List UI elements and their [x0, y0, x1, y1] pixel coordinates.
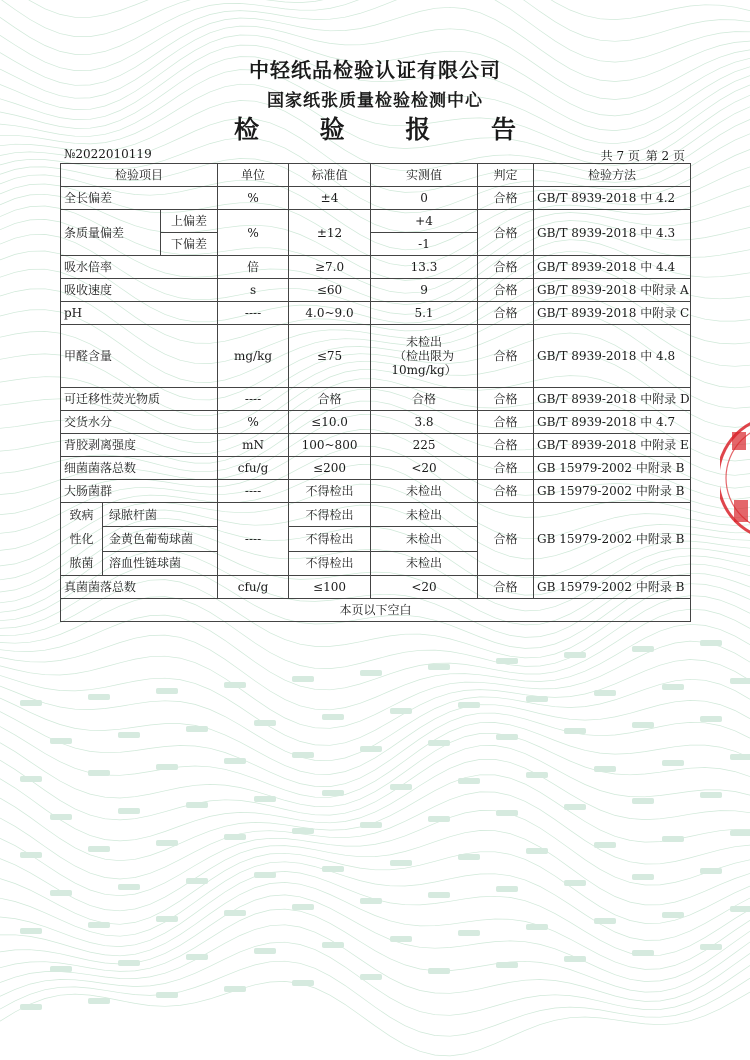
issuer-center-name: 国家纸张质量检验检测中心 — [267, 91, 483, 111]
item-name: pH — [61, 302, 218, 325]
item-name: 吸收速度 — [61, 279, 218, 302]
item-name: 条质量偏差 — [61, 210, 161, 256]
unit-cell: cfu/g — [218, 457, 289, 480]
standard-cell: 4.0~9.0 — [289, 302, 371, 325]
standard-cell: 不得检出 — [289, 503, 371, 527]
method-cell: GB/T 8939-2018 中 4.7 — [534, 411, 691, 434]
unit-cell: s — [218, 279, 289, 302]
method-cell: GB 15979-2002 中附录 B — [534, 480, 691, 503]
standard-cell: 不得检出 — [289, 527, 371, 551]
item-name: 可迁移性荧光物质 — [61, 388, 218, 411]
standard-cell: 不得检出 — [289, 480, 371, 503]
official-seal — [720, 408, 750, 548]
sub-item-name: 绿脓杆菌 — [103, 503, 218, 527]
judgement-cell: 合格 — [478, 279, 534, 302]
method-cell: GB 15979-2002 中附录 B — [534, 576, 691, 599]
measured-cell: <20 — [371, 457, 478, 480]
item-name: 甲醛含量 — [61, 325, 218, 388]
judgement-cell: 合格 — [478, 187, 534, 210]
sub-item-name: 下偏差 — [161, 233, 218, 256]
method-cell: GB/T 8939-2018 中附录 E — [534, 434, 691, 457]
measured-cell: 未检出 — [371, 480, 478, 503]
item-name: 大肠菌群 — [61, 480, 218, 503]
unit-cell: 倍 — [218, 256, 289, 279]
table-row — [61, 325, 691, 388]
header-unit: 单位 — [218, 164, 289, 187]
judgement-cell: 合格 — [478, 457, 534, 480]
group-label-line: 致病 — [69, 508, 94, 522]
unit-cell: ---- — [218, 302, 289, 325]
judgement-cell: 合格 — [478, 576, 534, 599]
table-row — [61, 279, 691, 302]
measured-cell: 9 — [371, 279, 478, 302]
judgement-cell: 合格 — [478, 210, 534, 256]
method-cell: GB/T 8939-2018 中 4.8 — [534, 325, 691, 388]
unit-cell: % — [218, 210, 289, 256]
report-title: 检 验 报 告 — [233, 115, 543, 144]
unit-cell: cfu/g — [218, 576, 289, 599]
item-name: 细菌菌落总数 — [61, 457, 218, 480]
measured-cell: 合格 — [371, 388, 478, 411]
table-row — [61, 457, 691, 480]
header-measured: 实测值 — [371, 164, 478, 187]
judgement-cell: 合格 — [478, 434, 534, 457]
measured-cell: 未检出 — [371, 551, 478, 575]
table-header-row — [61, 164, 691, 187]
page-total: 共 7 页 — [600, 149, 640, 163]
standard-cell: 合格 — [289, 388, 371, 411]
header-method: 检验方法 — [534, 164, 691, 187]
group-label — [61, 503, 103, 576]
standard-cell: ≥7.0 — [289, 256, 371, 279]
method-cell: GB 15979-2002 中附录 B — [534, 503, 691, 576]
measured-cell: 0 — [371, 187, 478, 210]
judgement-cell: 合格 — [478, 480, 534, 503]
issuer-name: 中轻纸品检验认证有限公司 — [249, 58, 501, 82]
measured-cell: 13.3 — [371, 256, 478, 279]
standard-cell: ≤10.0 — [289, 411, 371, 434]
item-name: 吸水倍率 — [61, 256, 218, 279]
item-name: 背胶剥离强度 — [61, 434, 218, 457]
table-row — [61, 302, 691, 325]
report-number: №2022010119 — [64, 147, 152, 161]
method-cell: GB/T 8939-2018 中附录 C — [534, 302, 691, 325]
measured-cell: 未检出 — [371, 503, 478, 527]
judgement-cell: 合格 — [478, 411, 534, 434]
standard-cell: ≤60 — [289, 279, 371, 302]
sub-item-name: 上偏差 — [161, 210, 218, 233]
table-row — [61, 480, 691, 503]
item-name: 交货水分 — [61, 411, 218, 434]
table-row — [61, 210, 691, 233]
sub-item-name: 金黄色葡萄球菌 — [103, 527, 218, 551]
unit-cell: % — [218, 187, 289, 210]
table-row — [61, 576, 691, 599]
measured-cell: -1 — [371, 233, 478, 256]
item-name: 真菌菌落总数 — [61, 576, 218, 599]
standard-cell: ≤100 — [289, 576, 371, 599]
method-cell: GB/T 8939-2018 中 4.2 — [534, 187, 691, 210]
measured-cell: <20 — [371, 576, 478, 599]
measured-line: 未检出 — [406, 335, 443, 349]
table-row — [61, 388, 691, 411]
standard-cell: ≤200 — [289, 457, 371, 480]
table-row — [61, 187, 691, 210]
sub-item-name: 溶血性链球菌 — [103, 551, 218, 575]
measured-cell: +4 — [371, 210, 478, 233]
standard-cell: 100~800 — [289, 434, 371, 457]
table-row — [61, 411, 691, 434]
standard-cell: 不得检出 — [289, 551, 371, 575]
unit-cell: ---- — [218, 480, 289, 503]
group-label-line: 性化 — [69, 532, 94, 546]
measured-line: 10mg/kg） — [391, 363, 457, 377]
inspection-results-table — [60, 163, 691, 622]
judgement-cell: 合格 — [478, 388, 534, 411]
header-judgement: 判定 — [478, 164, 534, 187]
method-cell: GB/T 8939-2018 中 4.4 — [534, 256, 691, 279]
measured-cell: 5.1 — [371, 302, 478, 325]
unit-cell: ---- — [218, 503, 289, 576]
standard-cell: ±12 — [289, 210, 371, 256]
measured-cell: 3.8 — [371, 411, 478, 434]
unit-cell: mg/kg — [218, 325, 289, 388]
judgement-cell: 合格 — [478, 503, 534, 576]
measured-cell — [371, 325, 478, 388]
judgement-cell: 合格 — [478, 256, 534, 279]
standard-cell: ≤75 — [289, 325, 371, 388]
measured-cell: 未检出 — [371, 527, 478, 551]
method-cell: GB/T 8939-2018 中附录 A — [534, 279, 691, 302]
header-standard: 标准值 — [289, 164, 371, 187]
header-item: 检验项目 — [61, 164, 218, 187]
unit-cell: ---- — [218, 388, 289, 411]
measured-line: （检出限为 — [394, 349, 455, 363]
measured-cell: 225 — [371, 434, 478, 457]
method-cell: GB/T 8939-2018 中附录 D — [534, 388, 691, 411]
table-row — [61, 256, 691, 279]
blank-below-note: 本页以下空白 — [61, 599, 691, 622]
table-row — [61, 434, 691, 457]
judgement-cell: 合格 — [478, 302, 534, 325]
unit-cell: mN — [218, 434, 289, 457]
table-row — [61, 503, 691, 527]
judgement-cell: 合格 — [478, 325, 534, 388]
group-label-line: 脓菌 — [69, 556, 94, 570]
unit-cell: % — [218, 411, 289, 434]
page-indicator — [600, 147, 686, 164]
method-cell: GB 15979-2002 中附录 B — [534, 457, 691, 480]
blank-note-row — [61, 599, 691, 622]
standard-cell: ±4 — [289, 187, 371, 210]
item-name: 全长偏差 — [61, 187, 218, 210]
page-current: 第 2 页 — [645, 149, 685, 163]
method-cell: GB/T 8939-2018 中 4.3 — [534, 210, 691, 256]
